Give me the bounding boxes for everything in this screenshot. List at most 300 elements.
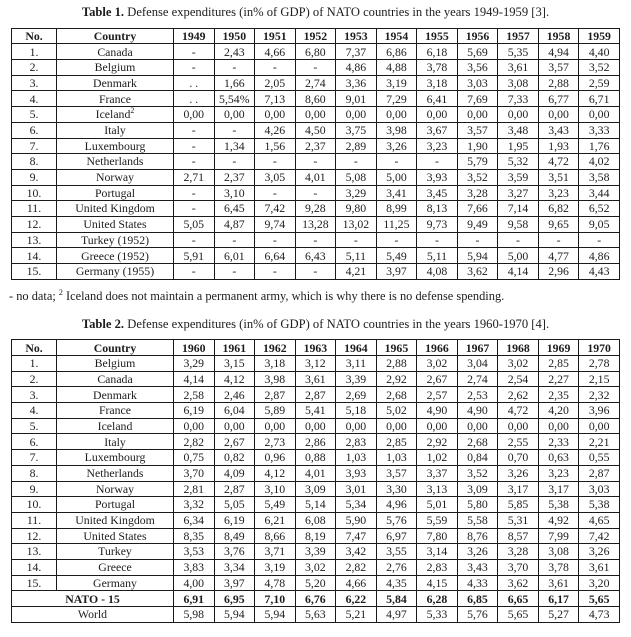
- value-cell: 5,35: [498, 44, 539, 60]
- value-cell: -: [214, 154, 255, 170]
- summary-label-cell: NATO - 15: [12, 591, 174, 607]
- value-cell: 6,85: [457, 591, 498, 607]
- value-cell: 3,05: [255, 169, 296, 185]
- value-cell: -: [174, 201, 215, 217]
- table-row: [12, 216, 620, 232]
- value-cell: 1,34: [214, 138, 255, 154]
- value-cell: 5,49: [376, 248, 417, 264]
- column-header-no-: No.: [12, 28, 57, 44]
- row-number-cell: 10.: [12, 497, 57, 513]
- row-number-cell: 13.: [12, 544, 57, 560]
- value-cell: 3,57: [538, 60, 579, 76]
- country-cell: Norway: [57, 169, 174, 185]
- value-cell: 3,10: [255, 481, 296, 497]
- value-cell: 3,41: [376, 185, 417, 201]
- value-cell: 2,53: [457, 387, 498, 403]
- value-cell: 7,42: [579, 528, 620, 544]
- value-cell: 4,78: [255, 575, 296, 591]
- value-cell: 0,63: [538, 450, 579, 466]
- value-cell: 5,14: [295, 497, 336, 513]
- column-header-no-: No.: [12, 340, 57, 356]
- value-cell: 4,88: [376, 60, 417, 76]
- value-cell: 7,29: [376, 91, 417, 107]
- value-cell: 5,31: [498, 512, 539, 528]
- row-number-cell: 9.: [12, 481, 57, 497]
- value-cell: 3,62: [457, 264, 498, 280]
- value-cell: 5,85: [498, 497, 539, 513]
- value-cell: 4,72: [498, 403, 539, 419]
- value-cell: 3,26: [498, 465, 539, 481]
- value-cell: -: [255, 264, 296, 280]
- value-cell: 3,43: [457, 559, 498, 575]
- value-cell: 2,74: [295, 75, 336, 91]
- value-cell: 3,03: [457, 75, 498, 91]
- value-cell: 3,08: [498, 75, 539, 91]
- value-cell: 3,14: [417, 544, 458, 560]
- value-cell: 4,97: [376, 607, 417, 623]
- value-cell: 2,82: [174, 434, 215, 450]
- value-cell: 3,03: [579, 481, 620, 497]
- value-cell: 3,56: [457, 60, 498, 76]
- value-cell: 0,00: [498, 107, 539, 123]
- table-row: [12, 122, 620, 138]
- value-cell: 6,86: [376, 44, 417, 60]
- table-row: [12, 60, 620, 76]
- value-cell: 3,23: [417, 138, 458, 154]
- value-cell: 5,91: [174, 248, 215, 264]
- value-cell: 2,83: [336, 434, 377, 450]
- country-cell: Iceland$^2$: [57, 107, 174, 123]
- table1-caption-number: Table 1.: [81, 5, 125, 19]
- value-cell: 2,68: [457, 434, 498, 450]
- value-cell: 5,32: [498, 154, 539, 170]
- table-row: [12, 248, 620, 264]
- value-cell: 3,36: [336, 75, 377, 91]
- value-cell: 6,18: [417, 44, 458, 60]
- country-cell: Belgium: [57, 356, 174, 372]
- value-cell: 6,17: [538, 591, 579, 607]
- column-header-1953: 1953: [336, 28, 377, 44]
- value-cell: 2,57: [417, 387, 458, 403]
- value-cell: 5,27: [538, 607, 579, 623]
- table-row: [12, 107, 620, 123]
- value-cell: 2,33: [538, 434, 579, 450]
- value-cell: 0,84: [457, 450, 498, 466]
- value-cell: 3,78: [417, 60, 458, 76]
- value-cell: 7,10: [255, 591, 296, 607]
- value-cell: 4,02: [579, 154, 620, 170]
- value-cell: 5,79: [457, 154, 498, 170]
- value-cell: 7,37: [336, 44, 377, 60]
- row-number-cell: 12.: [12, 216, 57, 232]
- value-cell: 5,00: [498, 248, 539, 264]
- value-cell: 3,26: [376, 138, 417, 154]
- table-row: [12, 544, 620, 560]
- value-cell: 3,57: [457, 122, 498, 138]
- value-cell: 3,52: [579, 60, 620, 76]
- value-cell: . .: [174, 75, 215, 91]
- value-cell: -: [295, 60, 336, 76]
- table-row: [12, 232, 620, 248]
- table-row: [12, 44, 620, 60]
- column-header-1959: 1959: [579, 28, 620, 44]
- value-cell: 2,05: [255, 75, 296, 91]
- value-cell: 2,67: [214, 434, 255, 450]
- value-cell: -: [255, 232, 296, 248]
- table1-defense-expenditures-1949-1959: [11, 28, 620, 280]
- value-cell: 3,11: [336, 356, 377, 372]
- row-number-cell: 7.: [12, 450, 57, 466]
- value-cell: 4,20: [538, 403, 579, 419]
- value-cell: 5,63: [295, 607, 336, 623]
- value-cell: 6,71: [579, 91, 620, 107]
- value-cell: 6,01: [214, 248, 255, 264]
- country-cell: Greece: [57, 559, 174, 575]
- value-cell: 5,20: [295, 575, 336, 591]
- value-cell: -: [457, 232, 498, 248]
- value-cell: -: [336, 232, 377, 248]
- value-cell: 4,86: [579, 248, 620, 264]
- value-cell: 5,08: [336, 169, 377, 185]
- value-cell: -: [295, 264, 336, 280]
- value-cell: 2,15: [579, 371, 620, 387]
- country-cell: Iceland: [57, 418, 174, 434]
- value-cell: 4,08: [417, 264, 458, 280]
- value-cell: 1,93: [538, 138, 579, 154]
- country-cell: Canada: [57, 44, 174, 60]
- value-cell: 3,32: [174, 497, 215, 513]
- value-cell: 4,14: [174, 371, 215, 387]
- row-number-cell: 5.: [12, 418, 57, 434]
- value-cell: 2,35: [538, 387, 579, 403]
- country-cell: France: [57, 91, 174, 107]
- value-cell: 4,65: [579, 512, 620, 528]
- value-cell: 6,97: [376, 528, 417, 544]
- value-cell: -: [174, 232, 215, 248]
- column-header-1964: 1964: [336, 340, 377, 356]
- row-number-cell: 14.: [12, 248, 57, 264]
- value-cell: 2,59: [579, 75, 620, 91]
- value-cell: 3,57: [376, 465, 417, 481]
- value-cell: 4,50: [295, 122, 336, 138]
- value-cell: 5,18: [336, 403, 377, 419]
- column-header-1967: 1967: [457, 340, 498, 356]
- value-cell: 3,42: [336, 544, 377, 560]
- value-cell: -: [174, 44, 215, 60]
- column-header-1952: 1952: [295, 28, 336, 44]
- value-cell: 2,37: [295, 138, 336, 154]
- value-cell: 5,00: [376, 169, 417, 185]
- value-cell: 5,59: [417, 512, 458, 528]
- value-cell: 3,83: [174, 559, 215, 575]
- row-number-cell: 7.: [12, 138, 57, 154]
- value-cell: 2,58: [174, 387, 215, 403]
- value-cell: 3,59: [498, 169, 539, 185]
- row-number-cell: 2.: [12, 371, 57, 387]
- table-row: [12, 450, 620, 466]
- value-cell: 5,38: [579, 497, 620, 513]
- table-row: [12, 575, 620, 591]
- table-row: [12, 371, 620, 387]
- value-cell: 2,87: [295, 387, 336, 403]
- value-cell: 2,27: [538, 371, 579, 387]
- value-cell: 2,89: [336, 138, 377, 154]
- value-cell: 4,66: [336, 575, 377, 591]
- value-cell: 4,92: [538, 512, 579, 528]
- value-cell: 6,76: [295, 591, 336, 607]
- value-cell: 3,23: [538, 185, 579, 201]
- value-cell: 9,80: [336, 201, 377, 217]
- value-cell: 5,90: [336, 512, 377, 528]
- value-cell: 5,11: [417, 248, 458, 264]
- value-cell: 9,58: [498, 216, 539, 232]
- value-cell: 6,43: [295, 248, 336, 264]
- value-cell: 4,43: [579, 264, 620, 280]
- value-cell: 4,01: [295, 465, 336, 481]
- value-cell: 5,33: [417, 607, 458, 623]
- value-cell: 3,30: [376, 481, 417, 497]
- country-cell: Portugal: [57, 497, 174, 513]
- row-number-cell: 1.: [12, 356, 57, 372]
- value-cell: 7,14: [498, 201, 539, 217]
- value-cell: 6,41: [417, 91, 458, 107]
- value-cell: 3,09: [295, 481, 336, 497]
- value-cell: -: [376, 232, 417, 248]
- row-number-cell: 6.: [12, 434, 57, 450]
- value-cell: 3,19: [255, 559, 296, 575]
- value-cell: 0,00: [336, 418, 377, 434]
- row-number-cell: 15.: [12, 575, 57, 591]
- table-row: [12, 418, 620, 434]
- column-header-1957: 1957: [498, 28, 539, 44]
- value-cell: 5,54%: [214, 91, 255, 107]
- value-cell: 2,85: [538, 356, 579, 372]
- row-number-cell: 8.: [12, 154, 57, 170]
- table-row: [12, 403, 620, 419]
- value-cell: 4,00: [174, 575, 215, 591]
- value-cell: 3,52: [457, 169, 498, 185]
- country-cell: Netherlands: [57, 154, 174, 170]
- value-cell: 8,66: [255, 528, 296, 544]
- value-cell: 5,94: [457, 248, 498, 264]
- country-cell: Italy: [57, 434, 174, 450]
- value-cell: 3,75: [336, 122, 377, 138]
- country-cell: Turkey: [57, 544, 174, 560]
- value-cell: -: [255, 60, 296, 76]
- value-cell: 8,60: [295, 91, 336, 107]
- value-cell: 3,93: [336, 465, 377, 481]
- value-cell: 5,84: [376, 591, 417, 607]
- value-cell: 0,00: [295, 418, 336, 434]
- value-cell: 4,87: [214, 216, 255, 232]
- value-cell: 3,58: [579, 169, 620, 185]
- table2-caption-text: Defense expenditures (in% of GDP) of NATO countries in the years 1960-1970 [4].: [124, 316, 550, 331]
- value-cell: 8,13: [417, 201, 458, 217]
- value-cell: 2,87: [579, 465, 620, 481]
- value-cell: 6,64: [255, 248, 296, 264]
- value-cell: 2,67: [417, 371, 458, 387]
- value-cell: 3,76: [214, 544, 255, 560]
- value-cell: 8,19: [295, 528, 336, 544]
- value-cell: 5,21: [336, 607, 377, 623]
- value-cell: 3,13: [417, 481, 458, 497]
- value-cell: 2,68: [376, 387, 417, 403]
- value-cell: . .: [174, 91, 215, 107]
- value-cell: -: [255, 185, 296, 201]
- value-cell: 4,77: [538, 248, 579, 264]
- value-cell: 7,99: [538, 528, 579, 544]
- value-cell: 3,78: [538, 559, 579, 575]
- row-number-cell: 15.: [12, 264, 57, 280]
- value-cell: 2,85: [376, 434, 417, 450]
- value-cell: 0,00: [295, 107, 336, 123]
- value-cell: 3,61: [579, 559, 620, 575]
- value-cell: -: [214, 232, 255, 248]
- column-header-1951: 1951: [255, 28, 296, 44]
- value-cell: 1,90: [457, 138, 498, 154]
- value-cell: 3,34: [214, 559, 255, 575]
- value-cell: 1,03: [336, 450, 377, 466]
- value-cell: 6,28: [417, 591, 458, 607]
- value-cell: 3,08: [538, 544, 579, 560]
- value-cell: 7,13: [255, 91, 296, 107]
- row-number-cell: 12.: [12, 528, 57, 544]
- column-header-country: Country: [57, 28, 174, 44]
- country-cell: Canada: [57, 371, 174, 387]
- value-cell: 5,69: [457, 44, 498, 60]
- value-cell: 7,66: [457, 201, 498, 217]
- value-cell: 6,45: [214, 201, 255, 217]
- value-cell: 13,02: [336, 216, 377, 232]
- value-cell: 5,76: [457, 607, 498, 623]
- value-cell: 4,72: [538, 154, 579, 170]
- value-cell: 5,38: [538, 497, 579, 513]
- value-cell: 5,01: [417, 497, 458, 513]
- value-cell: 4,40: [579, 44, 620, 60]
- value-cell: 3,02: [498, 356, 539, 372]
- table-row: [12, 169, 620, 185]
- country-cell: Luxembourg: [57, 450, 174, 466]
- column-header-1960: 1960: [174, 340, 215, 356]
- value-cell: 0,00: [417, 107, 458, 123]
- value-cell: 4,90: [417, 403, 458, 419]
- value-cell: -: [174, 138, 215, 154]
- value-cell: 0,00: [214, 418, 255, 434]
- value-cell: 3,70: [498, 559, 539, 575]
- value-cell: 3,19: [376, 75, 417, 91]
- column-header-1962: 1962: [255, 340, 296, 356]
- value-cell: 6,22: [336, 591, 377, 607]
- value-cell: 3,26: [457, 544, 498, 560]
- value-cell: 4,33: [457, 575, 498, 591]
- value-cell: -: [336, 154, 377, 170]
- footnote-superscript: 2: [58, 287, 63, 297]
- table-row: [12, 154, 620, 170]
- value-cell: 1,95: [498, 138, 539, 154]
- value-cell: 3,17: [538, 481, 579, 497]
- value-cell: 4,26: [255, 122, 296, 138]
- value-cell: 8,57: [498, 528, 539, 544]
- value-cell: 3,44: [579, 185, 620, 201]
- value-cell: 3,33: [579, 122, 620, 138]
- value-cell: 3,61: [498, 60, 539, 76]
- value-cell: 6,04: [214, 403, 255, 419]
- row-number-cell: 5.: [12, 107, 57, 123]
- value-cell: 5,02: [376, 403, 417, 419]
- value-cell: 8,49: [214, 528, 255, 544]
- value-cell: 6,08: [295, 512, 336, 528]
- value-cell: -: [295, 154, 336, 170]
- table1-caption-text: Defense expenditures (in% of GDP) of NATO countries in the years 1949-1959 [3].: [124, 5, 550, 19]
- value-cell: 1,76: [579, 138, 620, 154]
- value-cell: 0,00: [457, 107, 498, 123]
- value-cell: 4,09: [214, 465, 255, 481]
- value-cell: 3,61: [538, 575, 579, 591]
- value-cell: 5,94: [214, 607, 255, 623]
- value-cell: 5,89: [255, 403, 296, 419]
- value-cell: 6,19: [174, 403, 215, 419]
- value-cell: 5,98: [174, 607, 215, 623]
- value-cell: 5,05: [214, 497, 255, 513]
- row-number-cell: 2.: [12, 60, 57, 76]
- value-cell: 3,61: [295, 371, 336, 387]
- value-cell: 6,65: [498, 591, 539, 607]
- summary-row: [12, 591, 620, 607]
- value-cell: 0,88: [295, 450, 336, 466]
- value-cell: 3,70: [174, 465, 215, 481]
- value-cell: 5,76: [376, 512, 417, 528]
- value-cell: 5,65: [498, 607, 539, 623]
- value-cell: 0,00: [336, 107, 377, 123]
- value-cell: 3,12: [295, 356, 336, 372]
- value-cell: 2,92: [376, 371, 417, 387]
- column-header-1961: 1961: [214, 340, 255, 356]
- value-cell: 9,74: [255, 216, 296, 232]
- footnote-iceland-note: Iceland does not maintain a permanent army, which is why there is no defense spending.: [62, 288, 505, 303]
- value-cell: -: [174, 264, 215, 280]
- value-cell: 2,69: [336, 387, 377, 403]
- value-cell: 5,05: [174, 216, 215, 232]
- row-number-cell: 3.: [12, 387, 57, 403]
- value-cell: 2,54: [498, 371, 539, 387]
- column-header-1966: 1966: [417, 340, 458, 356]
- value-cell: 9,05: [579, 216, 620, 232]
- value-cell: 2,73: [255, 434, 296, 450]
- country-cell: France: [57, 403, 174, 419]
- country-cell: Turkey (1952): [57, 232, 174, 248]
- value-cell: 4,21: [336, 264, 377, 280]
- value-cell: -: [174, 154, 215, 170]
- country-cell: Luxembourg: [57, 138, 174, 154]
- value-cell: 13,28: [295, 216, 336, 232]
- value-cell: 2,87: [255, 387, 296, 403]
- value-cell: 3,51: [538, 169, 579, 185]
- value-cell: 7,47: [336, 528, 377, 544]
- country-cell: Netherlands: [57, 465, 174, 481]
- value-cell: -: [174, 185, 215, 201]
- value-cell: -: [498, 232, 539, 248]
- row-number-cell: 6.: [12, 122, 57, 138]
- value-cell: 6,80: [295, 44, 336, 60]
- row-number-cell: 11.: [12, 201, 57, 217]
- value-cell: 2,88: [376, 356, 417, 372]
- column-header-1958: 1958: [538, 28, 579, 44]
- value-cell: 3,20: [579, 575, 620, 591]
- value-cell: 1,02: [417, 450, 458, 466]
- country-cell: United States: [57, 216, 174, 232]
- table-row: [12, 387, 620, 403]
- value-cell: 6,91: [174, 591, 215, 607]
